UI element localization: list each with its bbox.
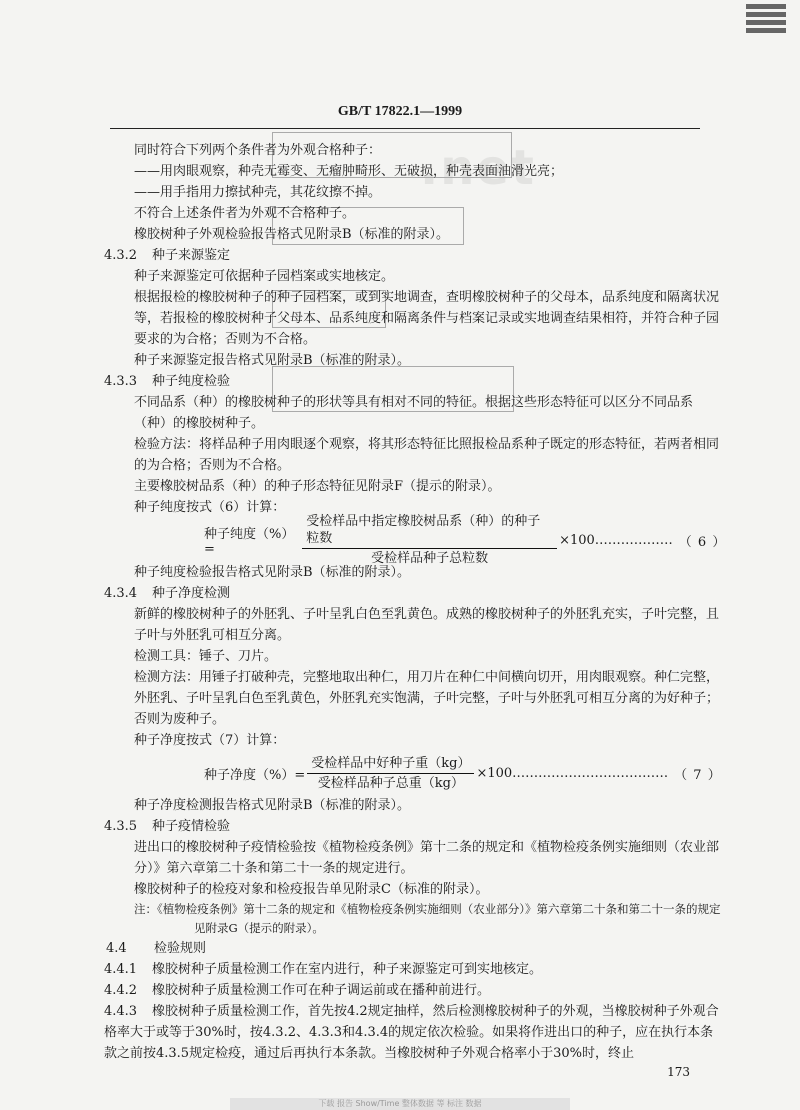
clause-text: 种子来源鉴定 [152, 248, 231, 263]
header-rule [110, 128, 700, 129]
clause-text: 橡胶树种子质量检测工作可在种子调运前或在播种前进行。 [152, 983, 491, 998]
note-text: 注：《植物检疫条例》第十二条的规定和《植物检疫条例实施细则（农业部分）》第六章第二十条和第二十一条的规定 [134, 902, 721, 916]
paragraph: 根据报检的橡胶树种子的种子园档案，或到实地调查，查明橡胶树种子的父母本，品系纯度和隔离状况等，若报检的橡胶树种子父母本、品系纯度和隔离条件与档案记录或实地调查结果相符，并符合种子园要求的为合格；否则为不合格。 [134, 290, 720, 347]
formula-fraction [302, 513, 557, 567]
standard-number: GB/T 17822.1—1999 [337, 104, 463, 119]
paragraph: 种子净度检测报告格式见附录B（标准的附录）。 [134, 798, 411, 813]
formula-lhs: 种子净度（%）= [204, 767, 306, 783]
clause-number: 4.4 [106, 941, 127, 956]
formula-multiplier: ×100……………………………… [476, 765, 669, 781]
clause [104, 245, 724, 266]
paragraph: 同时符合下列两个条件者为外观合格种子： [134, 143, 382, 158]
clause [104, 959, 724, 980]
clause-number: 4.4.3 [104, 1004, 138, 1019]
paragraph: 新鲜的橡胶树种子的外胚乳、子叶呈乳白色至乳黄色。成熟的橡胶树种子的外胚乳充实，子叶完整，且子叶与外胚乳可相互分离。 [134, 607, 720, 643]
clause-number: 4.3.2 [104, 248, 138, 263]
footer-strip: 下载 报告 Show/Time 整体数据 等 标注 数据 [230, 1098, 570, 1110]
clause-text: 种子纯度检验 [152, 374, 231, 389]
clause-text: 橡胶树种子质量检测工作在室内进行，种子来源鉴定可到实地核定。 [152, 962, 543, 977]
page-number: 173 [667, 1065, 690, 1079]
clause-text: 橡胶树种子质量检测工作，首先按4.2规定抽样，然后检测橡胶树种子的外观，当橡胶树种子外观合格率大于或等于30%时，按4.3.2、4.3.3和4.3.4的规定依次检验。如果将作进出口的种子，应在执行本条款之前按4.3.5规定检疫，通过后再执行本条款。当橡胶树种子外观合格率小于30%时，终止 [104, 1004, 719, 1061]
watermark: .net [420, 140, 536, 196]
fraction-numerator: 受检样品中好种子重（kg） [307, 755, 474, 774]
paragraph: ——用肉眼观察，种壳无霉变、无瘤肿畸形、无破损，种壳表面油滑光亮； [134, 164, 564, 179]
formula-lhs: 种子纯度（%）= [204, 527, 295, 557]
paragraph: 橡胶树种子外观检验报告格式见附录B（标准的附录）。 [134, 227, 450, 242]
clause-text: 检验规则 [154, 941, 207, 956]
formula [104, 751, 724, 795]
formula [104, 514, 727, 566]
note [104, 900, 724, 938]
equation-number: （ 7 ） [674, 767, 722, 783]
paragraph: 种子来源鉴定可依据种子园档案或实地核定。 [134, 269, 395, 284]
note-continuation: 见附录G（提示的附录）。 [194, 921, 324, 935]
paragraph: 不同品系（种）的橡胶树种子的形状等具有相对不同的特征。根据这些形态特征可以区分不同品系（种）的橡胶树种子。 [134, 395, 694, 431]
paragraph: 种子来源鉴定报告格式见附录B（标准的附录）。 [134, 353, 411, 368]
fraction-denominator: 受检样品种子总重（kg） [317, 775, 464, 791]
clause-text: 种子净度检测 [152, 586, 231, 601]
clause [104, 980, 724, 1001]
paragraph: 检测方法：用锤子打破种壳，完整地取出种仁，用刀片在种仁中间横向切开，用肉眼观察。种仁完整，外胚乳、子叶呈乳白色至乳黄色，外胚乳充实饱满，子叶完整，子叶与外胚乳可相互分离的为好种子；否则为废种子。 [134, 670, 720, 727]
formula-fraction [307, 755, 474, 792]
clause-number: 4.4.1 [104, 962, 138, 977]
paragraph: 种子纯度按式（6）计算： [134, 500, 286, 515]
equation-number: （ 6 ） [678, 534, 727, 550]
clause [104, 583, 724, 604]
fraction-numerator: 受检样品中指定橡胶树品系（种）的种子粒数 [302, 513, 557, 549]
paragraph: 种子纯度检验报告格式见附录B（标准的附录）。 [134, 565, 411, 580]
paragraph: 不符合上述条件者为外观不合格种子。 [134, 206, 356, 221]
paragraph: 橡胶树种子的检疫对象和检疫报告单见附录C（标准的附录）。 [134, 882, 489, 897]
clause-number: 4.3.5 [104, 819, 138, 834]
section-heading [104, 938, 724, 959]
fraction-denominator: 受检样品种子总粒数 [371, 551, 489, 566]
paragraph: 主要橡胶树品系（种）的种子形态特征见附录F（提示的附录）。 [134, 479, 501, 494]
clause-number: 4.3.4 [104, 586, 138, 601]
document-body [104, 140, 727, 1064]
formula-multiplier: ×100……………… [559, 532, 673, 548]
clause [104, 816, 724, 837]
paragraph: 检测工具：锤子、刀片。 [134, 649, 278, 664]
paragraph: 检验方法：将样品种子用肉眼逐个观察，将其形态特征比照报检品系种子既定的形态特征，若两者相同的为合格；否则为不合格。 [134, 437, 720, 473]
paragraph: 进出口的橡胶树种子疫情检验按《植物检疫条例》第十二条的规定和《植物检疫条例实施细则（农业部分）》第六章第二十条和第二十一条的规定进行。 [134, 840, 720, 876]
paragraph: 种子净度按式（7）计算： [134, 733, 286, 748]
clause-number: 4.4.2 [104, 983, 138, 998]
paragraph: ——用手指用力擦拭种壳，其花纹擦不掉。 [134, 185, 382, 200]
clause [104, 371, 724, 392]
corner-logo [742, 2, 790, 38]
clause [104, 1001, 724, 1064]
clause-text: 种子疫情检验 [152, 819, 231, 834]
clause-number: 4.3.3 [104, 374, 138, 389]
